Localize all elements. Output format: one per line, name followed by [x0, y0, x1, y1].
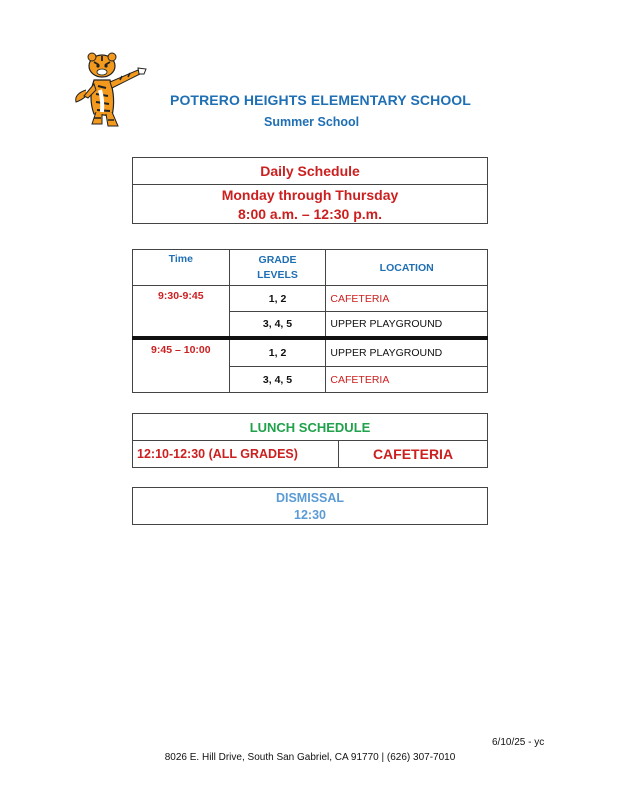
table-header-row: [133, 250, 488, 286]
lunch-schedule-title: LUNCH SCHEDULE: [133, 414, 487, 441]
location-header: LOCATION: [326, 250, 488, 286]
grade-levels-header-text: GRADE LEVELS: [257, 254, 298, 281]
grade-cell: 1, 2: [229, 338, 326, 367]
dismissal-time: 12:30: [294, 508, 326, 522]
daily-schedule-title: Daily Schedule: [133, 158, 487, 185]
tiger-mascot-icon: [72, 50, 150, 130]
dismissal-title: DISMISSAL: [275, 491, 345, 505]
location-cell: CAFETERIA: [326, 286, 488, 312]
time-slot-2: 9:45 – 10:00: [133, 338, 230, 393]
table-row: [133, 338, 488, 367]
daily-schedule-box: [132, 157, 488, 224]
grade-levels-header: [229, 250, 326, 286]
time-slot-1: 9:30-9:45: [133, 286, 230, 338]
table-row: [133, 286, 488, 312]
dismissal-box: [132, 487, 488, 525]
location-cell: UPPER PLAYGROUND: [326, 338, 488, 367]
lunch-schedule-row: [133, 441, 487, 468]
daily-schedule-details: [133, 185, 487, 224]
revision-date: 6/10/25 - yc: [492, 737, 545, 748]
lunch-location: CAFETERIA: [372, 446, 454, 462]
grade-cell: 3, 4, 5: [229, 312, 326, 338]
time-header: Time: [133, 250, 230, 286]
location-cell: UPPER PLAYGROUND: [326, 312, 488, 338]
school-address: 8026 E. Hill Drive, South San Gabriel, CA 91770 | (626) 307-7010: [164, 752, 456, 763]
grade-cell: 3, 4, 5: [229, 367, 326, 393]
rotation-schedule-table: [132, 249, 488, 393]
lunch-time: 12:10-12:30 (ALL GRADES): [133, 441, 339, 468]
grade-cell: 1, 2: [229, 286, 326, 312]
location-cell: CAFETERIA: [326, 367, 488, 393]
school-name: POTRERO HEIGHTS ELEMENTARY SCHOOL: [170, 92, 471, 108]
daily-schedule-hours: 8:00 a.m. – 12:30 p.m.: [238, 206, 382, 222]
lunch-schedule-box: [132, 413, 488, 468]
daily-schedule-days: Monday through Thursday: [221, 187, 399, 203]
program-subtitle: Summer School: [264, 115, 360, 129]
